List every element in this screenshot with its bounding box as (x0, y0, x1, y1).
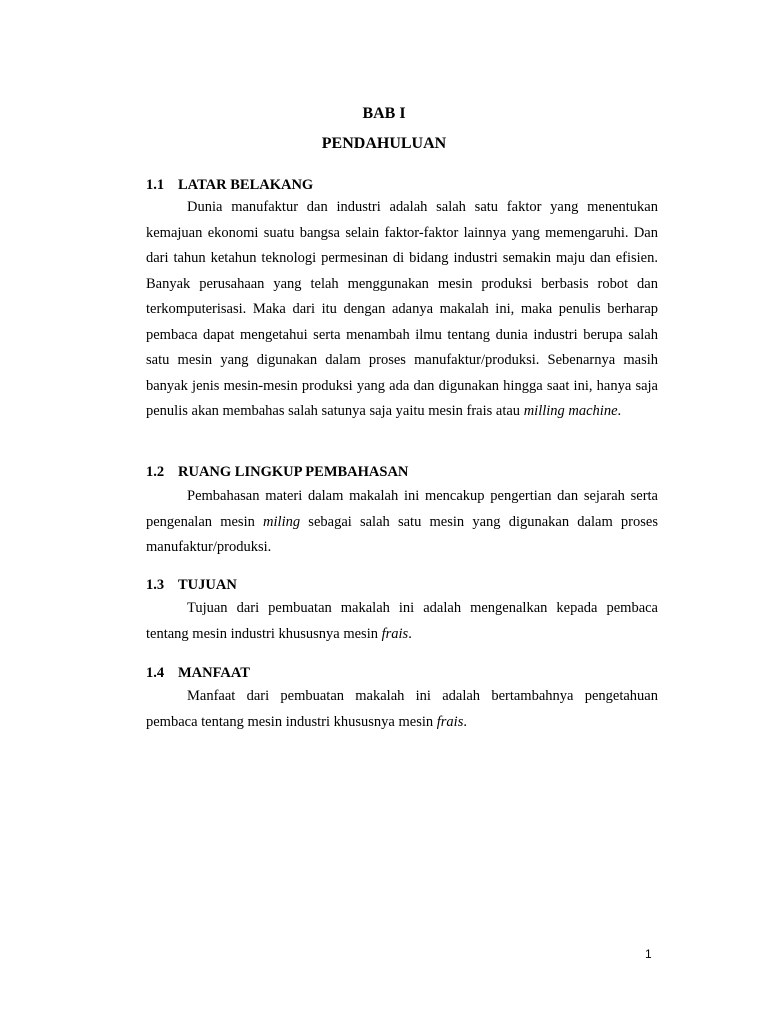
paragraph-ruang-lingkup (146, 484, 658, 561)
section-heading-tujuan (146, 575, 237, 595)
section-number: 1.1 (146, 177, 165, 193)
paragraph-text-end: . (617, 403, 622, 419)
paragraph-text-end: sebagai salah satu mesin yang digunakan dalam proses manufaktur/produksi. (146, 513, 658, 555)
chapter-label: BAB I (362, 105, 406, 122)
section-number: 1.3 (146, 577, 165, 593)
section-heading-ruang-lingkup (146, 462, 408, 482)
section-number: 1.2 (146, 464, 165, 480)
paragraph-text: Dunia manufaktur dan industri adalah salah satu faktor yang menentukan kemajuan ekonomi suatu bangsa selain faktor-faktor lainnya yang memengaruhi. Dan dari tahun ketahun teknologi permesinan di bidang industri semakin maju dan efisien. Banyak perusahaan yang telah menggunakan mesin produksi berbasis robot dan terkomputerisasi. Maka dari itu dengan adanya makalah ini, maka penulis berharap pembaca dapat mengetahui serta menambah ilmu tentang dunia industri berupa salah satu mesin yang digunakan dalam proses manufaktur/produksi. Sebenarnya masih banyak jenis mesin-mesin produksi yang ada dan digunakan hingga saat ini, hanya saja penulis akan membahas salah satunya saja yaitu mesin frais atau (146, 199, 658, 419)
chapter-title: PENDAHULUAN (321, 135, 447, 152)
page-number: 1 (645, 947, 652, 961)
paragraph-tujuan (146, 596, 658, 647)
paragraph-latar-belakang (146, 195, 658, 425)
paragraph-italic-term: milling machine (523, 403, 618, 419)
paragraph-italic-term: frais (381, 625, 409, 642)
paragraph-text-end: . (463, 713, 467, 730)
section-title: MANFAAT (178, 665, 250, 681)
section-number: 1.4 (146, 665, 165, 681)
paragraph-text: Manfaat dari pembuatan makalah ini adalah bertambahnya pengetahuan pembaca tentang mesin industri khususnya mesin (146, 688, 658, 730)
section-title: LATAR BELAKANG (178, 177, 314, 193)
paragraph-manfaat (146, 684, 658, 735)
section-heading-latar-belakang (146, 175, 313, 195)
paragraph-italic-term: miling (263, 513, 301, 530)
paragraph-text: Tujuan dari pembuatan makalah ini adalah mengenalkan kepada pembaca tentang mesin industri khususnya mesin (146, 600, 658, 642)
paragraph-text-end: . (408, 625, 412, 642)
paragraph-text: Pembahasan materi dalam makalah ini mencakup pengertian dan sejarah serta pengenalan mesin (146, 488, 658, 530)
paragraph-italic-term: frais (436, 713, 464, 730)
section-title: RUANG LINGKUP PEMBAHASAN (178, 464, 409, 480)
section-title: TUJUAN (178, 577, 237, 593)
section-heading-manfaat (146, 663, 250, 683)
